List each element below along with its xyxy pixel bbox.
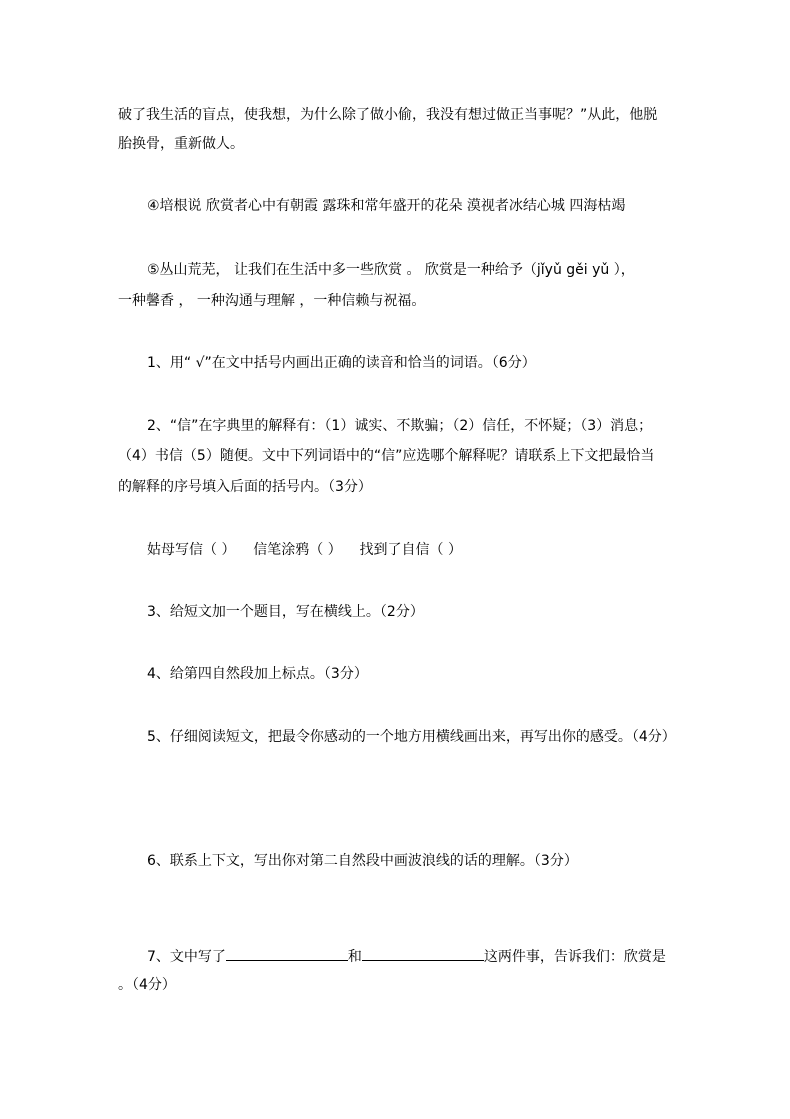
paragraph-1-line-2: 胎换骨，重新做人。: [118, 136, 244, 152]
paragraph-5-line-2: 一种馨香 ， 一种沟通与理解 ，一种信赖与祝福。: [118, 293, 426, 309]
question-1: 1、用“ √”在文中括号内画出正确的读音和恰当的词语。（6分）: [147, 355, 536, 371]
question-7-line-1: [147, 946, 666, 966]
paragraph-4: ④培根说 欣赏者心中有朝霞 露珠和常年盛开的花朵 漠视者冰结心城 四海枯竭: [147, 198, 626, 214]
paragraph-5-line-1: ⑤丛山荒芜， 让我们在生活中多一些欣赏 。 欣赏是一种给予（jǐyǔ gěi yǔ ），: [147, 262, 635, 278]
answer-blank-1[interactable]: [226, 946, 348, 961]
question-2-line-2: （4）书信（5）随便。文中下列词语中的“信”应选哪个解释呢？请联系上下文把最恰当: [118, 448, 655, 464]
question-2-items: 姑母写信（ ） 信笔涂鸦（ ） 找到了自信（ ）: [147, 542, 462, 558]
question-7-prefix: 7、文中写了: [147, 949, 226, 965]
paragraph-1-line-1: 破了我生活的盲点，使我想，为什么除了做小偷，我没有想过做正当事呢？”从此，他脱: [118, 107, 658, 123]
question-7-line-2: 。（4分）: [118, 977, 176, 993]
question-7-suffix: 这两件事，告诉我们：欣赏是: [483, 949, 666, 965]
question-2-line-1: 2、“信”在字典里的解释有：（1）诚实、不欺骗；（2）信任，不怀疑；（3）消息；: [147, 418, 653, 434]
question-4: 4、给第四自然段加上标点。（3分）: [147, 666, 368, 682]
question-6: 6、联系上下文，写出你对第二自然段中画波浪线的话的理解。（3分）: [147, 853, 578, 869]
question-5: 5、仔细阅读短文，把最令你感动的一个地方用横线画出来，再写出你的感受。（4分）: [147, 729, 676, 745]
answer-blank-2[interactable]: [362, 946, 484, 961]
question-3: 3、给短文加一个题目，写在横线上。（2分）: [147, 604, 424, 620]
question-7-and: 和: [347, 949, 362, 965]
question-2-line-3: 的解释的序号填入后面的括号内。（3分）: [118, 479, 372, 495]
